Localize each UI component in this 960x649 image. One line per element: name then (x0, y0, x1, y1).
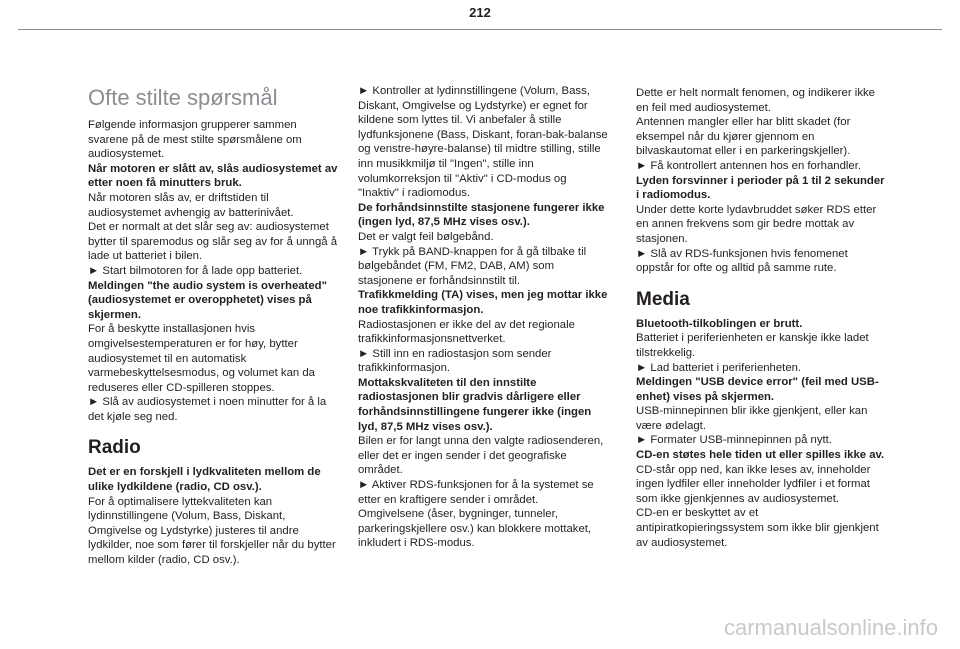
answer-paragraph: ► Start bilmotoren for å lade opp batteriet. (88, 264, 303, 277)
page-title: Ofte stilte spørsmål (88, 85, 278, 110)
header-rule (18, 29, 942, 30)
answer-paragraph: ► Kontroller at lydinnstillingene (Volum, Bass, Diskant, Omgivelse og Lydstyrke) er egnet for kildene som lyttes til. Vi anbefaler å stille lydfunksjonene (Bass, Diskant, foran-bak-balanse og venstre-høyre-balanse) til midtre stilling, stille inn musikkmiljø til "Ingen", stille inn volumkorreksjon til "Aktiv" i CD-modus og "Inaktiv" i radiomodus. (358, 85, 608, 200)
answer-paragraph: ► Lad batteriet i periferienheten. (636, 361, 802, 374)
answer-paragraph: For å optimalisere lyttekvaliteten kan lydinnstillingene (Volum, Bass, Diskant, Omgivelse og Lydstyrke) justeres til andre lydkilder, noe som fører til forskjeller når du bytter mellom kilder (radio, CD osv.). (88, 495, 336, 567)
column-3 (636, 86, 888, 550)
answer-paragraph: Batteriet i periferienheten er kanskje ikke ladet tilstrekkelig. (636, 332, 869, 359)
section-title-media: Media (636, 288, 690, 310)
answer-paragraph: Antennen mangler eller har blitt skadet (for eksempel når du kjører gjennom en bilvaskautomat eller i en parkeringskjeller). (636, 116, 851, 158)
answer-paragraph: ► Slå av RDS-funksjonen hvis fenomenet oppstår for ofte og alltid på samme rute. (636, 247, 848, 275)
question-heading: De forhåndsinnstilte stasjonene fungerer ikke (ingen lyd, 87,5 MHz vises osv.). (358, 201, 605, 229)
section-title-radio: Radio (88, 437, 141, 459)
question-heading: Meldingen "the audio system is overheated" (audiosystemet er overopphetet) vises på skjermen. (88, 279, 327, 321)
question-heading: Meldingen "USB device error" (feil med USB-enhet) vises på skjermen. (636, 376, 879, 403)
answer-paragraph: ► Få kontrollert antennen hos en forhandler. (636, 159, 862, 172)
answer-paragraph: ► Formater USB-minnepinnen på nytt. (636, 434, 832, 447)
column-2 (358, 84, 610, 551)
question-heading: Det er en forskjell i lydkvaliteten mellom de ulike lydkildene (radio, CD osv.). (88, 466, 321, 494)
answer-paragraph: ► Aktiver RDS-funksjonen for å la systemet se etter en kraftigere sender i området. (358, 479, 594, 506)
answer-paragraph: Det er valgt feil bølgebånd. (358, 230, 494, 243)
faq-radio-blocks-continued (358, 84, 610, 551)
column-1 (88, 84, 340, 568)
answer-paragraph: Under dette korte lydavbruddet søker RDS etter en annen frekvens som gir bedre mottak av stasjonen. (636, 203, 877, 245)
watermark-text: carmanualsonline.info (723, 615, 938, 640)
question-heading: Trafikkmelding (TA) vises, men jeg mottar ikke noe trafikkinformasjon. (358, 289, 608, 316)
answer-paragraph: Følgende informasjon grupperer sammen svarene på de mest stilte spørsmålene om audiosystemet. (88, 119, 302, 161)
faq-radio-blocks (88, 465, 340, 567)
answer-paragraph: For å beskytte installasjonen hvis omgivelsestemperaturen er for høy, bytter audiosystemet til en automatisk varmebeskyttelsesmodus, og volumet kan da reduseres eller CD-spilleren stoppes. (88, 323, 315, 394)
answer-paragraph: Omgivelsene (åser, bygninger, tunneler, parkeringskjellere osv.) kan blokkere mottaket, inkludert i RDS-modus. (358, 508, 592, 550)
question-heading: Når motoren er slått av, slås audiosystemet av etter noen få minutters bruk. (88, 162, 338, 190)
answer-paragraph: ► Slå av audiosystemet i noen minutter for å la det kjøle seg ned. (88, 396, 327, 423)
answer-paragraph: ► Still inn en radiostasjon som sender trafikkinformasjon. (358, 347, 552, 375)
question-heading: Bluetooth-tilkoblingen er brutt. (636, 317, 803, 330)
answer-paragraph: USB-minnepinnen blir ikke gjenkjent, eller kan være ødelagt. (636, 405, 868, 432)
answer-paragraph: Bilen er for langt unna den valgte radiosenderen, eller det er ingen sender i det geografiske området. (358, 435, 604, 477)
answer-paragraph: Dette er helt normalt fenomen, og indikerer ikke en feil med audiosystemet. (636, 87, 875, 114)
answer-paragraph: CD-står opp ned, kan ikke leses av, inneholder ingen lydfiler eller inneholder lydfiler i et format som ikke gjenkjennes av audiosystemet. (636, 463, 871, 505)
answer-paragraph: Det er normalt at det slår seg av: audiosystemet bytter til sparemodus og slår seg av for å unngå å lade ut batteriet i bilen. (88, 221, 338, 263)
faq-general-blocks (88, 118, 340, 424)
answer-paragraph: ► Trykk på BAND-knappen for å gå tilbake til bølgebåndet (FM, FM2, DAB, AM) som stasjonene er forhåndsinnstilt til. (358, 245, 587, 287)
question-heading: Lyden forsvinner i perioder på 1 til 2 sekunder i radiomodus. (636, 174, 885, 202)
question-heading: Mottakskvaliteten til den innstilte radiostasjonen blir gradvis dårligere eller forhåndsinnstillingene fungerer ikke (ingen lyd, 87,5 MHz vises osv.). (358, 376, 592, 433)
faq-media-blocks (636, 317, 888, 551)
question-heading: CD-en støtes hele tiden ut eller spilles ikke av. (636, 449, 885, 462)
answer-paragraph: CD-en er beskyttet av et antipiratkopieringssystem som ikke blir gjenkjent av audiosystemet. (636, 507, 879, 549)
answer-paragraph: Når motoren slås av, er driftstiden til audiosystemet avhengig av batterinivået. (88, 191, 294, 219)
page-number: 212 (469, 5, 491, 20)
answer-paragraph: Radiostasjonen er ikke del av det regionale trafikkinformasjonsnettverket. (358, 318, 575, 346)
faq-radio-blocks-end (636, 86, 888, 276)
